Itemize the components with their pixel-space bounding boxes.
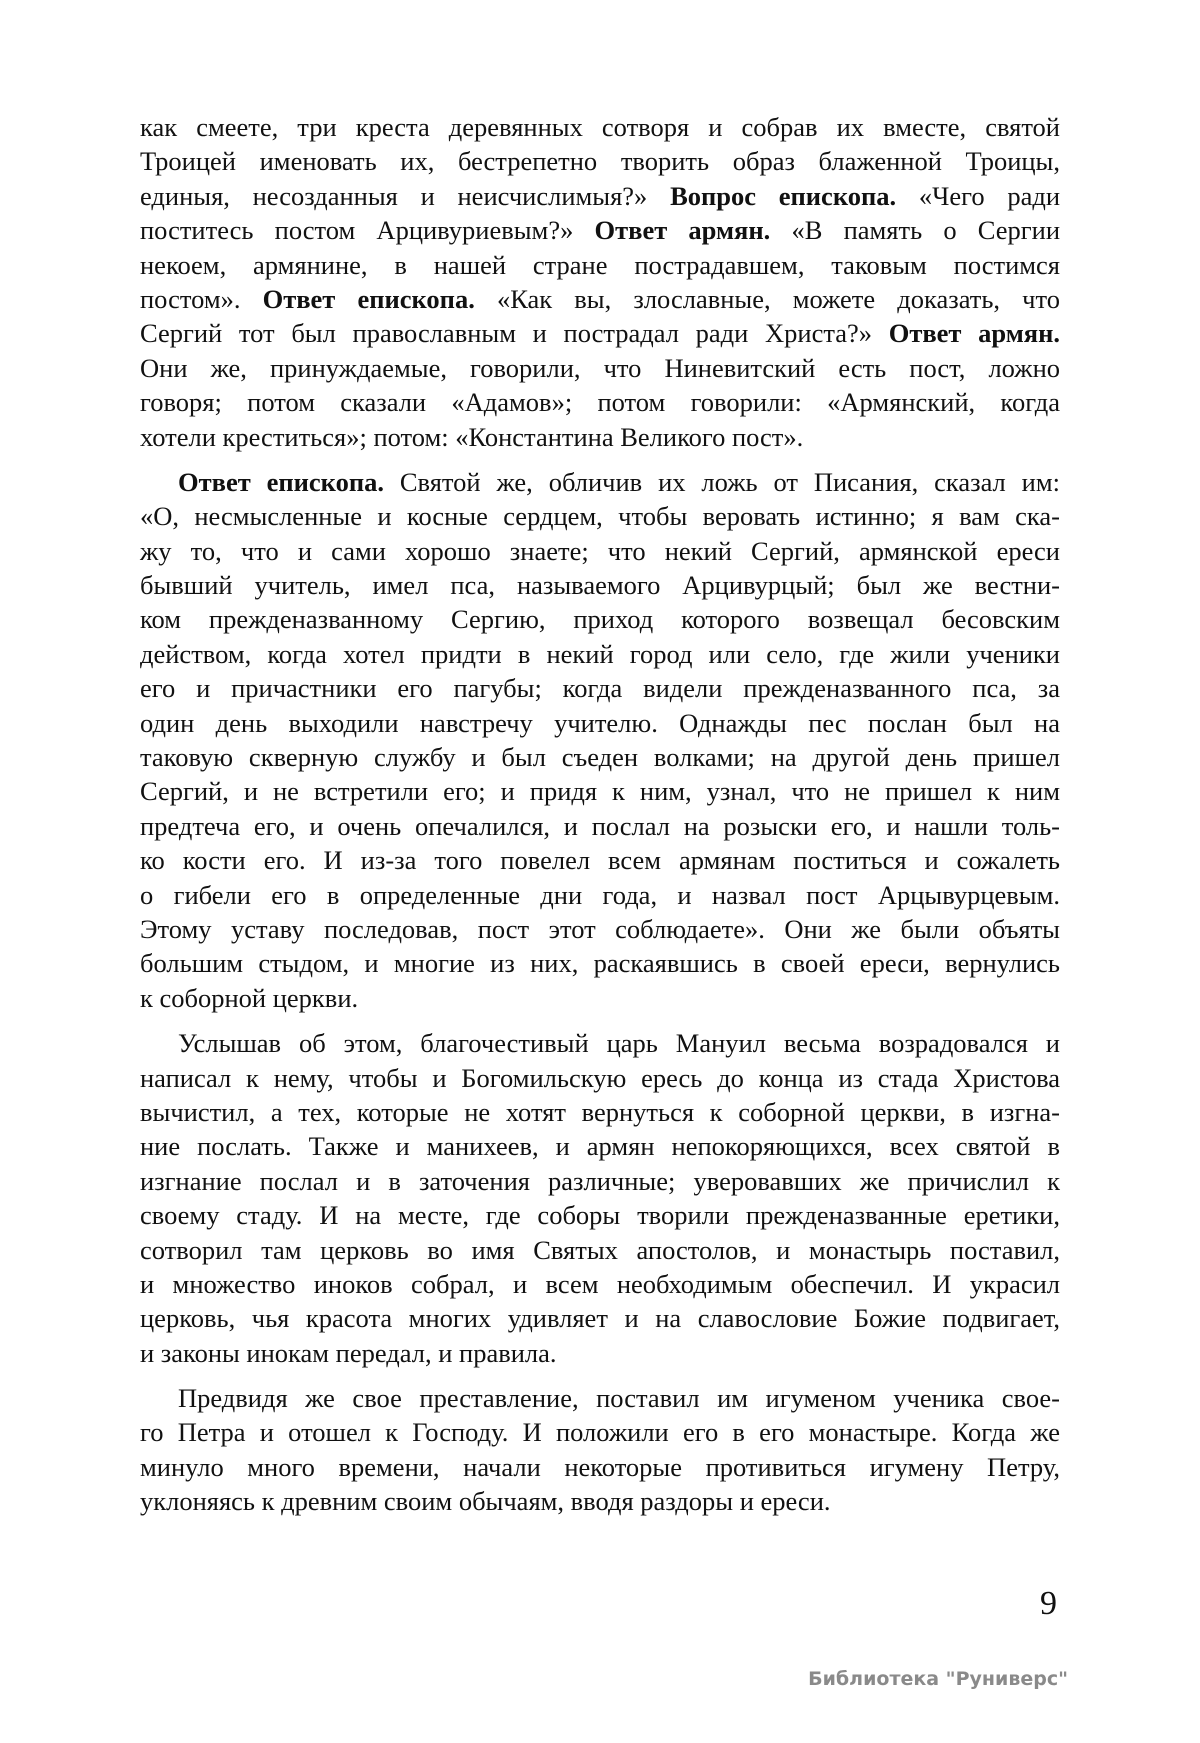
- text-run: единыя, несозданныя и неисчислимыя?»: [140, 180, 671, 211]
- text-line: [140, 179, 1060, 213]
- text-line: [140, 843, 1060, 877]
- text-line: [140, 316, 1060, 350]
- text-run: Святой же, обличив их ложь от Писания, сказал им:: [383, 466, 1060, 497]
- text-line: [140, 1026, 1060, 1060]
- text-run: «Чего ради: [896, 180, 1061, 211]
- text-line: [140, 110, 1060, 144]
- text-line: [140, 912, 1060, 946]
- text-run: предтеча его, и очень опечалился, и послал на розыски его, и нашли толь-: [140, 810, 1060, 841]
- text-line: [140, 420, 1060, 454]
- text-run: минуло много времени, начали некоторые противиться игумену Петру,: [140, 1451, 1060, 1482]
- bold-speaker-label: Ответ армян.: [594, 215, 771, 246]
- text-line: [140, 248, 1060, 282]
- text-run: о гибели его в определенные дни года, и назвал пост Арцывурцевым.: [140, 879, 1060, 910]
- bold-speaker-label: Вопрос епископа.: [670, 180, 897, 211]
- text-run: его и причастники его пагубы; когда видели прежденазванного пса, за: [140, 673, 1060, 704]
- text-run: «О, несмысленные и косные сердцем, чтобы веровать истинно; я вам ска-: [140, 501, 1060, 532]
- text-line: [140, 981, 1060, 1015]
- text-run: Сергий тот был православным и пострадал ради Христа?»: [140, 318, 889, 349]
- text-run: постом».: [140, 283, 263, 314]
- text-line: [140, 1336, 1060, 1370]
- text-line: [140, 1061, 1060, 1095]
- text-line: [140, 534, 1060, 568]
- text-run: ние послать. Также и манихеев, и армян непокоряющихся, всех святой в: [140, 1131, 1060, 1162]
- text-line: [140, 1164, 1060, 1198]
- text-line: [140, 568, 1060, 602]
- text-run: ко кости его. И из-за того повелел всем армянам поститься и сожалеть: [140, 845, 1060, 876]
- text-run: один день выходили навстречу учителю. Однажды пес послан был на: [140, 707, 1060, 738]
- text-run: и множество иноков собрал, и всем необходимым обеспечил. И украсил: [140, 1268, 1060, 1299]
- text-line: [140, 282, 1060, 316]
- text-line: [140, 809, 1060, 843]
- paragraph: [140, 1026, 1060, 1370]
- text-line: [140, 878, 1060, 912]
- text-run: таковую скверную службу и был съеден волками; на другой день пришел: [140, 742, 1060, 773]
- text-line: [140, 740, 1060, 774]
- paragraph: [140, 110, 1060, 454]
- text-line: [140, 499, 1060, 533]
- text-line: [140, 1450, 1060, 1484]
- text-run: «Как вы, злославные, можете доказать, что: [474, 283, 1060, 314]
- text-run: своему стаду. И на месте, где соборы творили прежденазванные еретики,: [140, 1200, 1060, 1231]
- text-run: Предвидя же свое преставление, поставил им игуменом ученика свое-: [178, 1383, 1060, 1414]
- text-line: [140, 465, 1060, 499]
- text-run: говоря; потом сказали «Адамов»; потом говорили: «Армянский, когда: [140, 387, 1060, 418]
- text-line: [140, 706, 1060, 740]
- text-run: Услышав об этом, благочестивый царь Мануил весьма возрадовался и: [178, 1028, 1060, 1059]
- bold-speaker-label: Ответ епископа.: [262, 283, 475, 314]
- text-line: [140, 385, 1060, 419]
- text-run: хотели креститься»; потом: «Константина Великого пост».: [140, 421, 804, 452]
- text-line: [140, 1301, 1060, 1335]
- text-run: церковь, чья красота многих удивляет и на славословие Божие подвигает,: [140, 1303, 1060, 1334]
- text-line: [140, 1233, 1060, 1267]
- text-run: Этому уставу последовав, пост этот соблюдаете». Они же были объяты: [140, 913, 1060, 944]
- text-run: Троицей именовать их, бестрепетно творить образ блаженной Троицы,: [140, 146, 1060, 177]
- text-line: [140, 1129, 1060, 1163]
- text-run: написал к нему, чтобы и Богомильскую ересь до конца из стада Христова: [140, 1062, 1060, 1093]
- text-line: [140, 1267, 1060, 1301]
- text-run: уклоняясь к древним своим обычаям, вводя раздоры и ереси.: [140, 1486, 831, 1517]
- text-run: изгнание послал и в заточения различные; уверовавших же причислил к: [140, 1165, 1060, 1196]
- text-line: [140, 144, 1060, 178]
- text-run: вычистил, а тех, которые не хотят вернуться к соборной церкви, в изгна-: [140, 1096, 1060, 1127]
- text-run: поститесь постом Арцивуриевым?»: [140, 215, 595, 246]
- text-run: Они же, принуждаемые, говорили, что Ниневитский есть пост, ложно: [140, 352, 1060, 383]
- text-line: [140, 671, 1060, 705]
- text-run: и законы инокам передал, и правила.: [140, 1337, 557, 1368]
- text-line: [140, 1381, 1060, 1415]
- text-line: [140, 1095, 1060, 1129]
- text-line: [140, 1415, 1060, 1449]
- text-run: как смеете, три креста деревянных сотворя и собрав их вместе, святой: [140, 112, 1060, 142]
- text-run: ком прежденазванному Сергию, приход которого возвещал бесовским: [140, 604, 1060, 635]
- text-run: бывший учитель, имел пса, называемого Арцивурцый; был же вестни-: [140, 570, 1060, 601]
- text-line: [140, 351, 1060, 385]
- text-run: жу то, что и сами хорошо знаете; что некий Сергий, армянской ереси: [140, 535, 1060, 566]
- text-line: [140, 602, 1060, 636]
- page-body: [140, 110, 1060, 1530]
- text-line: [140, 1484, 1060, 1518]
- text-line: [140, 946, 1060, 980]
- text-run: большим стыдом, и многие из них, раскаявшись в своей ереси, вернулись: [140, 948, 1060, 979]
- page-number: 9: [1040, 1585, 1057, 1622]
- paragraph: [140, 465, 1060, 1015]
- paragraph: [140, 1381, 1060, 1519]
- library-watermark: Библиотека "Руниверс": [808, 1668, 1068, 1690]
- text-line: [140, 213, 1060, 247]
- text-run: го Петра и отошел к Господу. И положили его в его монастыре. Когда же: [140, 1417, 1060, 1448]
- text-run: сотворил там церковь во имя Святых апостолов, и монастырь поставил,: [140, 1234, 1060, 1265]
- text-run: к соборной церкви.: [140, 982, 359, 1013]
- text-line: [140, 637, 1060, 671]
- text-run: «В память о Сергии: [770, 215, 1061, 246]
- text-line: [140, 1198, 1060, 1232]
- text-run: некоем, армянине, в нашей стране пострадавшем, таковым постимся: [140, 249, 1060, 280]
- bold-speaker-label: Ответ епископа.: [178, 466, 384, 497]
- text-run: Сергий, и не встретили его; и придя к ним, узнал, что не пришел к ним: [140, 776, 1060, 807]
- bold-speaker-label: Ответ армян.: [888, 318, 1060, 349]
- text-run: действом, когда хотел придти в некий город или село, где жили ученики: [140, 638, 1060, 669]
- text-line: [140, 774, 1060, 808]
